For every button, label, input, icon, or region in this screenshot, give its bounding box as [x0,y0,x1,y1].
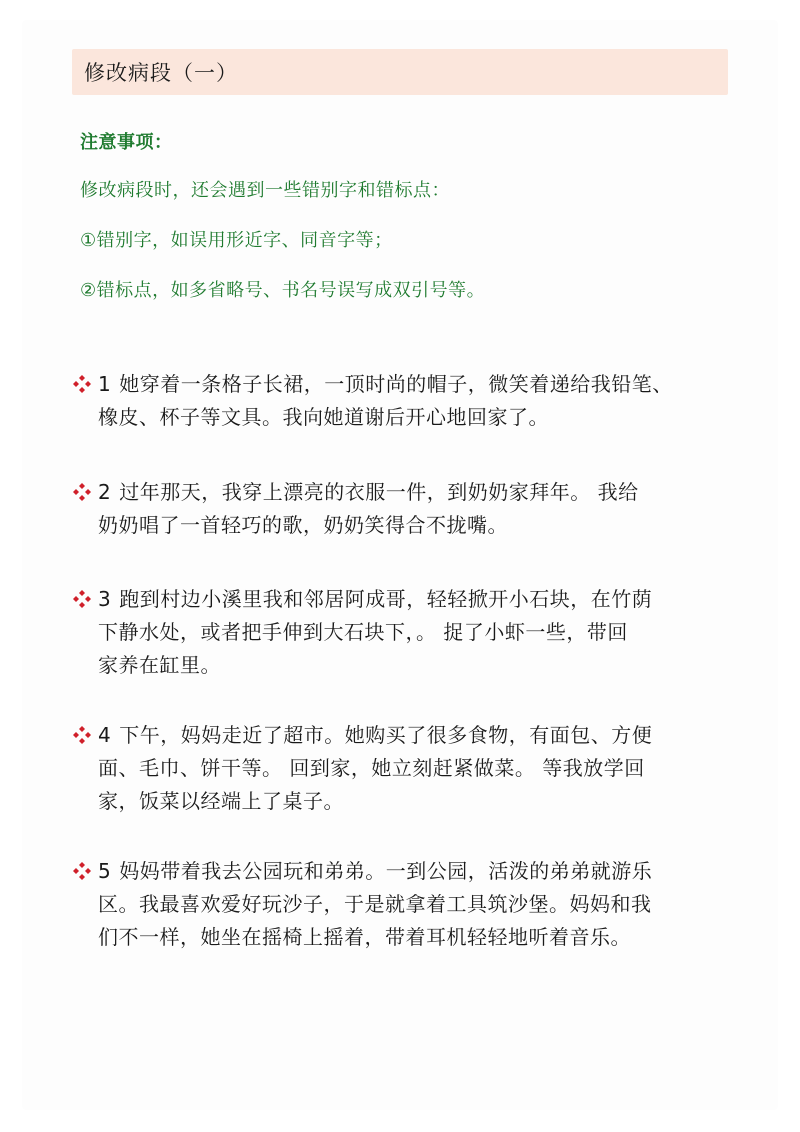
exercise-item-1 [72,368,737,434]
section-title: 修改病段（一） [84,61,238,85]
exercise-number: 1 [98,372,112,396]
exercise-line: 橡皮、杯子等文具。我向她道谢后开心地回家了。 [98,405,549,429]
exercise-item-2 [72,476,737,542]
exercise-item-5 [72,855,737,954]
exercise-line-text: 她穿着一条格子长裙，一顶时尚的帽子，微笑着递给我铅笔、 [119,372,673,396]
exercise-line: 区。我最喜欢爱好玩沙子，于是就拿着工具筑沙堡。妈妈和我 [98,892,652,916]
exercise-item-3 [72,583,737,682]
exercise-line: 们不一样，她坐在摇椅上摇着，带着耳机轻轻地听着音乐。 [98,925,631,949]
exercise-line [98,719,737,752]
exercise-line: 家养在缸里。 [98,653,221,677]
exercise-line: 面、毛巾、饼干等。 回到家，她立刻赶紧做菜。 等我放学回 [98,756,645,780]
exercise-number: 5 [98,859,112,883]
exercise-line: 下静水处，或者把手伸到大石块下，。 捉了小虾一些，带回 [98,620,628,644]
exercise-line: 家，饭菜以经端上了桌子。 [98,789,344,813]
exercise-line-text: 跑到村边小溪里我和邻居阿成哥，轻轻掀开小石块，在竹荫 [119,587,653,611]
exercise-line [98,855,737,888]
exercise-line [98,476,737,509]
exercise-text [98,476,737,542]
exercise-line: 奶奶唱了一首轻巧的歌，奶奶笑得合不拢嘴。 [98,513,508,537]
exercise-line-text: 妈妈带着我去公园玩和弟弟。一到公园，活泼的弟弟就游乐 [119,859,653,883]
four-diamond-bullet-icon [72,482,92,502]
four-diamond-bullet-icon [72,725,92,745]
exercise-number: 2 [98,480,112,504]
exercise-line-text: 过年那天，我穿上漂亮的衣服一件，到奶奶家拜年。 我给 [119,480,639,504]
notes-heading: 注意事项： [80,132,173,153]
section-title-bar [72,49,728,95]
notes-line-1: 修改病段时，还会遇到一些错别字和错标点： [80,180,450,201]
four-diamond-bullet-icon [72,589,92,609]
exercise-number: 4 [98,723,112,747]
exercise-item-4 [72,719,737,818]
exercise-text [98,368,737,434]
exercise-text [98,719,737,818]
exercise-text [98,583,737,682]
exercise-text [98,855,737,954]
four-diamond-bullet-icon [72,374,92,394]
notes-line-2: ①错别字，如误用形近字、同音字等； [80,230,393,251]
exercise-line [98,583,737,616]
exercise-line-text: 下午，妈妈走近了超市。她购买了很多食物，有面包、方便 [119,723,653,747]
notes-line-3: ②错标点，如多省略号、书名号误写成双引号等。 [80,280,486,301]
exercise-number: 3 [98,587,112,611]
four-diamond-bullet-icon [72,861,92,881]
exercise-line [98,368,737,401]
